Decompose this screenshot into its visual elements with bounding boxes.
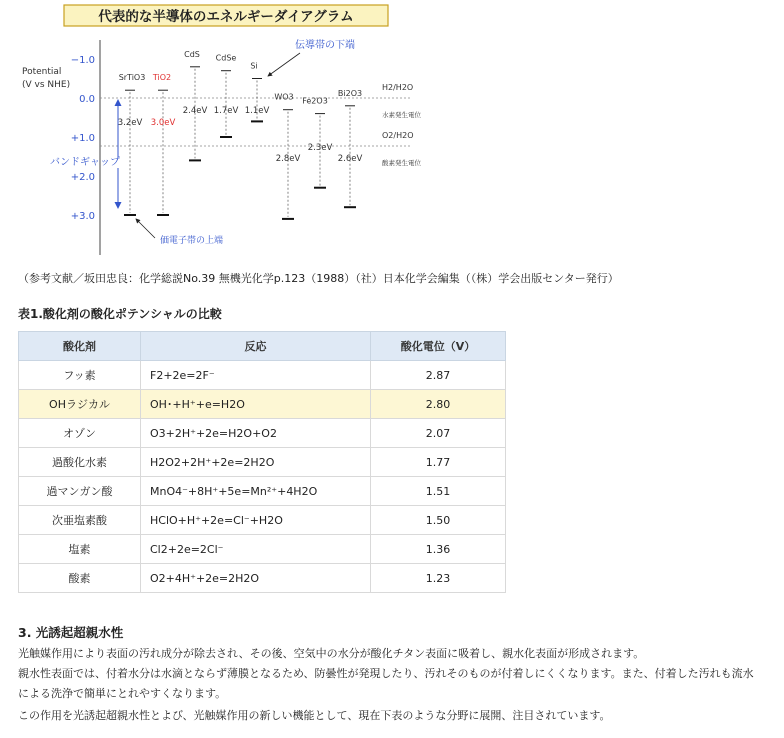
semiconductor-label: Fe2O3	[302, 96, 328, 106]
semiconductor-label: SrTiO3	[118, 73, 146, 83]
band-gap-label: 1.7eV	[213, 106, 239, 116]
band-gap-label: 3.0eV	[150, 118, 176, 128]
table-row	[19, 506, 506, 535]
semiconductor-label: CdSe	[215, 53, 237, 63]
band-gap-label: 2.4eV	[182, 106, 208, 116]
y-tick-label: +2.0	[70, 172, 95, 183]
table-header-row	[19, 332, 506, 361]
band-gap-label: 2.3eV	[307, 143, 333, 153]
header-potential: 酸化電位（V）	[371, 332, 506, 361]
cell-agent: 過マンガン酸	[19, 477, 141, 506]
reference-sublabel: 酸素発生電位	[382, 158, 421, 167]
cell-reaction: HClO+H⁺+2e=Cl⁻+H2O	[141, 506, 371, 535]
semiconductor-label: Bi2O3	[337, 88, 363, 98]
paragraph-line-3: による洗浄で簡単にとれやすくなります。	[18, 687, 227, 700]
table-row	[19, 419, 506, 448]
band-gap-label: 1.1eV	[244, 106, 270, 116]
cell-reaction: MnO4⁻+8H⁺+5e=Mn²⁺+4H2O	[141, 477, 371, 506]
semiconductor-label: WO3	[274, 92, 294, 102]
table-row	[19, 448, 506, 477]
cell-agent: フッ素	[19, 361, 141, 390]
semiconductor-label: TiO2	[152, 73, 172, 83]
reference-sublabel: 水素発生電位	[382, 111, 421, 119]
table-row	[19, 477, 506, 506]
reference-label: O2/H2O	[382, 130, 414, 140]
cell-potential: 1.50	[371, 506, 506, 535]
cell-agent: 酸素	[19, 564, 141, 593]
band-gap-label: 2.6eV	[337, 154, 363, 164]
header-agent: 酸化剤	[19, 332, 141, 361]
y-tick-label: −1.0	[70, 55, 95, 66]
cell-reaction: F2+2e=2F⁻	[141, 361, 371, 390]
oxidation-potential-table	[18, 331, 506, 593]
table-row	[19, 390, 506, 419]
cell-reaction: H2O2+2H⁺+2e=2H2O	[141, 448, 371, 477]
cell-reaction: O3+2H⁺+2e=H2O+O2	[141, 419, 371, 448]
reference-citation: （参考文献／坂田忠良：化学総説No.39 無機光化学p.123（1988）（社）日本化学会編集（（株）学会出版センター発行）	[18, 272, 619, 285]
cell-agent: 過酸化水素	[19, 448, 141, 477]
energy-diagram	[0, 0, 784, 262]
cell-potential: 1.51	[371, 477, 506, 506]
cell-reaction: Cl2+2e=2Cl⁻	[141, 535, 371, 564]
band-gap-label: 2.8eV	[275, 154, 301, 164]
paragraph-line-4: この作用を光誘起超親水性とよび、光触媒作用の新しい機能として、現在下表のような分野に展開、注目されています。	[18, 709, 611, 722]
semiconductor-label: CdS	[184, 49, 200, 59]
cell-agent: 次亜塩素酸	[19, 506, 141, 535]
cell-potential: 1.36	[371, 535, 506, 564]
cell-agent: 塩素	[19, 535, 141, 564]
cell-potential: 2.80	[371, 390, 506, 419]
annotation-arrow	[268, 53, 300, 76]
cell-potential: 2.87	[371, 361, 506, 390]
table-row	[19, 361, 506, 390]
semiconductor-label: Si	[250, 61, 258, 71]
y-axis-label: Potential	[22, 67, 62, 77]
cell-reaction: O2+4H⁺+2e=2H2O	[141, 564, 371, 593]
annotation-valence-band: 価電子帯の上端	[160, 236, 224, 246]
cell-reaction: OH･+H⁺+e=H2O	[141, 390, 371, 419]
annotation-conduction-band: 伝導帯の下端	[295, 40, 355, 51]
cell-agent: オゾン	[19, 419, 141, 448]
y-tick-label: +3.0	[70, 211, 95, 222]
section-heading: 3. 光誘起超親水性	[18, 625, 124, 640]
annotation-band-gap: バンドギャップ	[50, 157, 120, 168]
cell-potential: 1.23	[371, 564, 506, 593]
table-row	[19, 564, 506, 593]
y-axis-label: (V vs NHE)	[22, 80, 71, 90]
paragraph-line-1: 光触媒作用により表面の汚れ成分が除去され、その後、空気中の水分が酸化チタン表面に吸着し、親水化表面が形成されます。	[18, 647, 645, 660]
band-gap-label: 3.2eV	[117, 118, 143, 128]
reference-label: H2/H2O	[382, 83, 414, 92]
paragraph-line-2: 親水性表面では、付着水分は水滴とならず薄膜となるため、防曇性が発現したり、汚れそのものが付着しにくくなります。また、付着した汚れも流水	[18, 667, 754, 680]
y-tick-label: 0.0	[79, 94, 95, 105]
y-tick-label: +1.0	[70, 133, 95, 144]
table-row	[19, 535, 506, 564]
table-title: 表1.酸化剤の酸化ポテンシャルの比較	[18, 307, 222, 321]
cell-potential: 1.77	[371, 448, 506, 477]
cell-agent: OHラジカル	[19, 390, 141, 419]
chart-title: 代表的な半導体のエネルギーダイアグラム	[98, 9, 354, 25]
cell-potential: 2.07	[371, 419, 506, 448]
header-reaction: 反応	[141, 332, 371, 361]
annotation-arrow	[136, 219, 155, 238]
